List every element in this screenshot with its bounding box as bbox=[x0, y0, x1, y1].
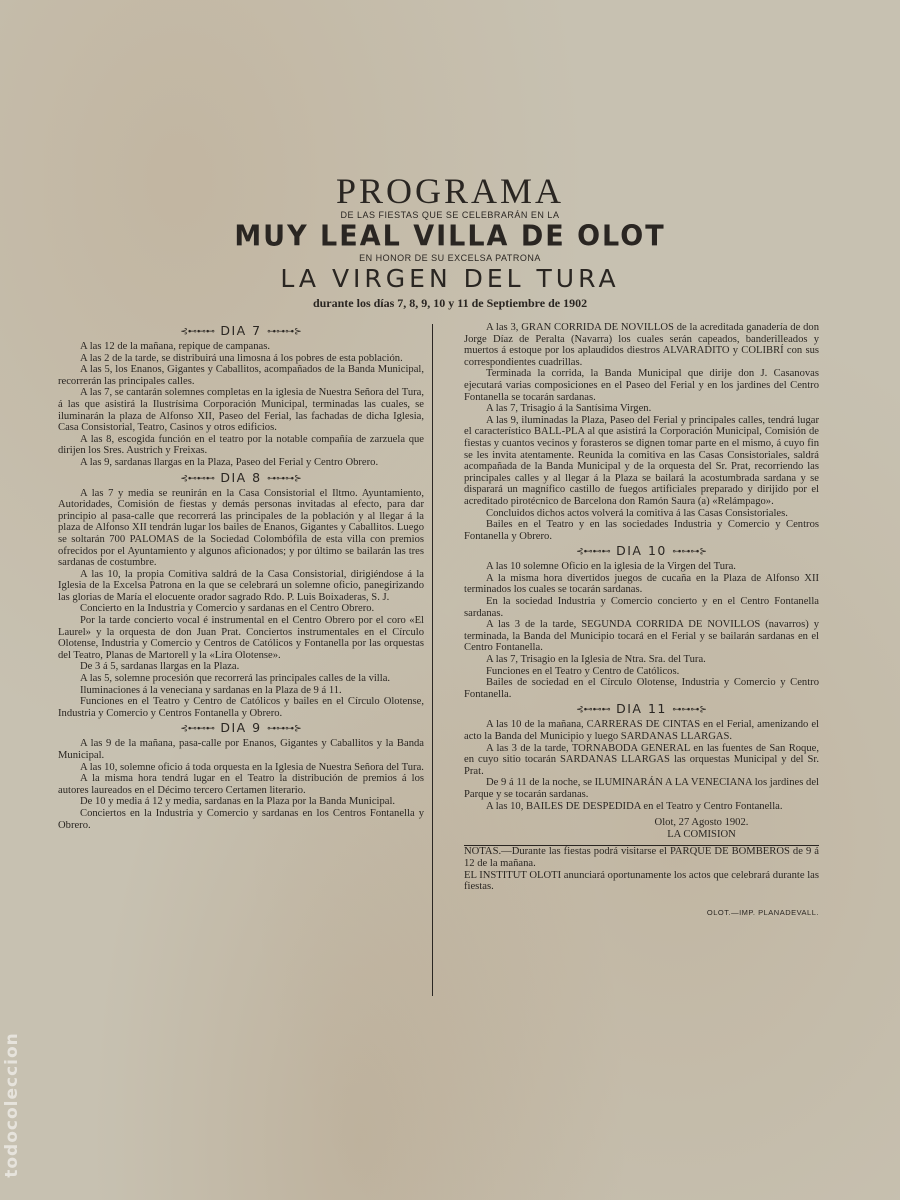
event-paragraph: A las 9, iluminadas la Plaza, Paseo del Ferial y principales calles, tendrá lugar el característico BALL-PLA al que asistirá la Corporación Municipal, Comisión de fiestas y cuantos vecinos y forasteros se dignen tomar parte en el mismo, á cuyo fin se les invita atentamente. Reunida la comitiva en las Casas Consistoriales, saldrá acompañada de la Banda Municipal y de la orquesta del Sr. Prat, recorriendo las principales calles y al llegar á la Plaza se bailará la acostumbrada sardana y se disparará un magnífico castillo de fuegos artificiales preparado y dirijido por el acreditado pirotécnico de Barcelona don Ramón Saura (a) «Relámpago». bbox=[464, 414, 819, 507]
note: NOTAS.—Durante las fiestas podrá visitarse el PARQUE DE BOMBEROS de 9 á 12 de la mañana. bbox=[464, 846, 819, 869]
event-paragraph: A las 10, solemne oficio á toda orquesta en la Iglesia de Nuestra Señora del Tura. bbox=[80, 761, 424, 773]
ornament-left: ⊰⊷⊷⊷ bbox=[180, 327, 215, 337]
event-paragraph: A las 7, Trisagio á la Santísima Virgen. bbox=[486, 403, 652, 415]
ornament-left: ⊰⊷⊷⊷ bbox=[576, 705, 611, 716]
event-paragraph: Conciertos en la Industria y Comercio y sardanas en los Centros Fontanella y Obrero. bbox=[58, 807, 424, 831]
event-paragraph: A las 12 de la mañana, repique de campanas. bbox=[80, 341, 271, 352]
day-heading-11 bbox=[464, 701, 819, 718]
event-paragraph: Bailes de sociedad en el Círculo Olotense, Industria y Comercio y Centro Fontanella. bbox=[464, 677, 819, 700]
event-paragraph: A las 9, sardanas llargas en la Plaza, Paseo del Ferial y Centro Obrero. bbox=[80, 456, 379, 468]
watermark bbox=[0, 1020, 24, 1190]
event-paragraph: A las 8, escogida función en el teatro por la notable compañía de zarzuela que dirijen los Sres. Austrich y Freixas. bbox=[58, 433, 424, 457]
event-paragraph: A las 10, BAILES DE DESPEDIDA en el Teatro y Centro Fontanella. bbox=[486, 800, 783, 812]
event-paragraph: Terminada la corrida, la Banda Municipal que dirije don J. Casanovas ejecutará varias composiciones en el Paseo del Ferial y en los jardines del Centro Fontanella se tocarán sardanas. bbox=[464, 368, 819, 403]
event-paragraph: De 3 á 5, sardanas llargas en la Plaza. bbox=[80, 661, 240, 673]
event-paragraph: A las 10 de la mañana, CARRERAS DE CINTAS en el Ferial, amenizando el acto la Banda del Municipio y luego SARDANAS LLARGAS. bbox=[464, 719, 819, 742]
festival-dates: durante los días 7, 8, 9, 10 y 11 de Septiembre de 1902 bbox=[312, 296, 588, 310]
printer-imprint: OLOT.—IMP. PLANADEVALL. bbox=[706, 907, 819, 917]
event-paragraph: Funciones en el Teatro y Centro de Católicos. bbox=[486, 665, 680, 677]
event-paragraph: A las 5, los Enanos, Gigantes y Caballitos, acompañados de la Banda Municipal, recorrerán las principales calles. bbox=[58, 364, 424, 387]
ornament-right: ⊶⊶⊶⊱ bbox=[672, 547, 707, 558]
day-label: DIA 8 bbox=[220, 469, 262, 485]
ornament-right: ⊶⊶⊶⊱ bbox=[267, 473, 302, 484]
right-column bbox=[464, 322, 819, 918]
event-paragraph: A las 5, solemne procesión que recorrerá las principales calles de la villa. bbox=[80, 673, 391, 685]
event-paragraph: A la misma hora divertidos juegos de cucaña en la Plaza de Alfonso XII terminados los cuales se tocarán sardanas. bbox=[464, 572, 819, 596]
event-paragraph: En la sociedad Industria y Comercio concierto y en el Centro Fontanella sardanas. bbox=[464, 596, 819, 619]
day-heading-8 bbox=[58, 470, 424, 487]
event-paragraph: Iluminaciones á la veneciana y sardanas en la Plaza de 9 á 11. bbox=[80, 684, 342, 696]
signature: LA COMISION bbox=[667, 828, 736, 840]
event-paragraph: De 9 á 11 de la noche, se ILUMINARÁN A LA VENECIANA los jardines del Parque y se tocarán sardanas. bbox=[464, 777, 819, 800]
ornament-right: ⊶⊶⊶⊱ bbox=[672, 705, 707, 716]
ornament-left: ⊰⊷⊷⊷ bbox=[180, 473, 215, 484]
ornament-right: ⊶⊶⊶⊱ bbox=[267, 327, 302, 337]
header-line-2: EN HONOR DE SU EXCELSA PATRONA bbox=[359, 253, 541, 263]
column-divider bbox=[432, 324, 433, 996]
event-paragraph: De 10 y media á 12 y media, sardanas en la Plaza por la Banda Municipal. bbox=[80, 796, 396, 808]
left-column bbox=[58, 322, 424, 831]
event-paragraph: Bailes en el Teatro y en las sociedades Industria y Comercio y Centros Fontanella y Obrero. bbox=[464, 519, 819, 542]
event-paragraph: Por la tarde concierto vocal é instrumental en el Centro Obrero por el coro «El Laurel» y la orquesta de don Juan Prat. Conciertos instrumentales en el Círculo Olotense, Industria y Comercio y Centros de Católicos y Fontanella por las orquestas del Teatro, Planas de Martorell y la «Lira Olotense». bbox=[58, 615, 424, 661]
event-paragraph: A las 3 de la tarde, TORNABODA GENERAL en las fuentes de San Roque, en cuyo sitio tocarán SARDANAS LLARGAS las orquestas Municipal y del Sr. Prat. bbox=[464, 742, 819, 777]
day-heading-10 bbox=[464, 543, 819, 560]
event-paragraph: Concluidos dichos actos volverá la comitiva á las Casas Consistoriales. bbox=[486, 507, 788, 519]
watermark-text: todocoleccion bbox=[2, 1032, 22, 1178]
day-heading-9 bbox=[58, 720, 424, 737]
event-paragraph: Concierto en la Industria y Comercio y sardanas en el Centro Obrero. bbox=[80, 603, 375, 615]
event-paragraph: A las 3, GRAN CORRIDA DE NOVILLOS de la acreditada ganadería de don Jorge Díaz de Peralta (Navarra) los cuales serán capeados, banderilleados y muertos á estoque por los aplaudidos diestros ALVARADITO y COLIBRÍ con sus correspondientes cuadrillas. bbox=[464, 322, 819, 368]
event-paragraph: A las 7 y media se reunirán en la Casa Consistorial el Iltmo. Ayuntamiento, Autoridades, Comisión de fiestas y demás personas invitadas al efecto, para dar principio al pasa-calle que recorrerá las principales de la población y al llegar á la plaza de Alfonso XII tendrán lugar los bailes de Enanos, Gigantes y Caballitos. Luego se soltarán 700 PALOMAS de la Sociedad Colombófila de esta villa con premios ofrecidos por el Ayuntamiento y algunos aficionados; y por último se bailarán las tres sardanas de costumbre. bbox=[58, 487, 424, 569]
event-paragraph: A las 10, la propia Comitiva saldrá de la Casa Consistorial, dirigiéndose á la Iglesia de la Excelsa Patrona en la que se celebrará un solemne oficio, panegirizando las glorias de María el elocuente orador sagrado Rdo. P. Luis Boixaderas, S. J. bbox=[58, 568, 424, 603]
note: EL INSTITUT OLOTI anunciará oportunamente los actos que celebrará durante las fiestas. bbox=[464, 869, 819, 893]
day-label: DIA 11 bbox=[616, 701, 667, 717]
town-title: MUY LEAL VILLA DE OLOT bbox=[234, 220, 666, 253]
ornament-left: ⊰⊷⊷⊷ bbox=[576, 547, 611, 558]
event-paragraph: A la misma hora tendrá lugar en el Teatro la distribución de premios á los autores laureados en el Décimo tercero Certamen literario. bbox=[58, 773, 424, 796]
header-line-1: DE LAS FIESTAS QUE SE CELEBRARÁN EN LA bbox=[340, 210, 560, 220]
event-paragraph: A las 3 de la tarde, SEGUNDA CORRIDA DE NOVILLOS (navarros) y terminada, la Banda del Municipio tocará en el Ferial y se bailarán sardanas en el Centro Fontanella. bbox=[464, 619, 819, 654]
day-heading-7 bbox=[58, 323, 424, 340]
event-paragraph: A las 7, se cantarán solemnes completas en la iglesia de Nuestra Señora del Tura, á las que asistirá la Ilustrísima Corporación Municipal, terminadas las cuales, se iluminarán la plaza de Alfonso XII, Paseo del Ferial, las fachadas de dicha Iglesia, Casa Consistorial, Teatro, Casinos y otros edificios. bbox=[58, 387, 424, 434]
ornament-left: ⊰⊷⊷⊷ bbox=[180, 724, 215, 735]
event-paragraph: A las 2 de la tarde, se distribuirá una limosna á los pobres de esta población. bbox=[80, 352, 403, 364]
event-paragraph: A las 9 de la mañana, pasa-calle por Enanos, Gigantes y Caballitos y la Banda Municipal. bbox=[58, 738, 424, 761]
ornament-right: ⊶⊶⊶⊱ bbox=[267, 724, 302, 735]
event-paragraph: A las 7, Trisagio en la Iglesia de Ntra. Sra. del Tura. bbox=[486, 654, 706, 666]
poster-header bbox=[60, 172, 840, 311]
day-label: DIA 10 bbox=[616, 543, 667, 559]
day-label: DIA 9 bbox=[220, 720, 262, 736]
event-paragraph: Funciones en el Teatro y Centro de Católicos y bailes en el Círculo Olotense, Industria y Comercio y Centros Fontanella y Obrero. bbox=[58, 696, 424, 719]
event-paragraph: A las 10 solemne Oficio en la iglesia de la Virgen del Tura. bbox=[486, 561, 736, 573]
patron-title: LA VIRGEN DEL TURA bbox=[280, 264, 620, 293]
date-line: Olot, 27 Agosto 1902. bbox=[654, 817, 749, 829]
day-label: DIA 7 bbox=[220, 323, 262, 338]
program-title: PROGRAMA bbox=[335, 171, 565, 211]
notes bbox=[464, 846, 819, 892]
